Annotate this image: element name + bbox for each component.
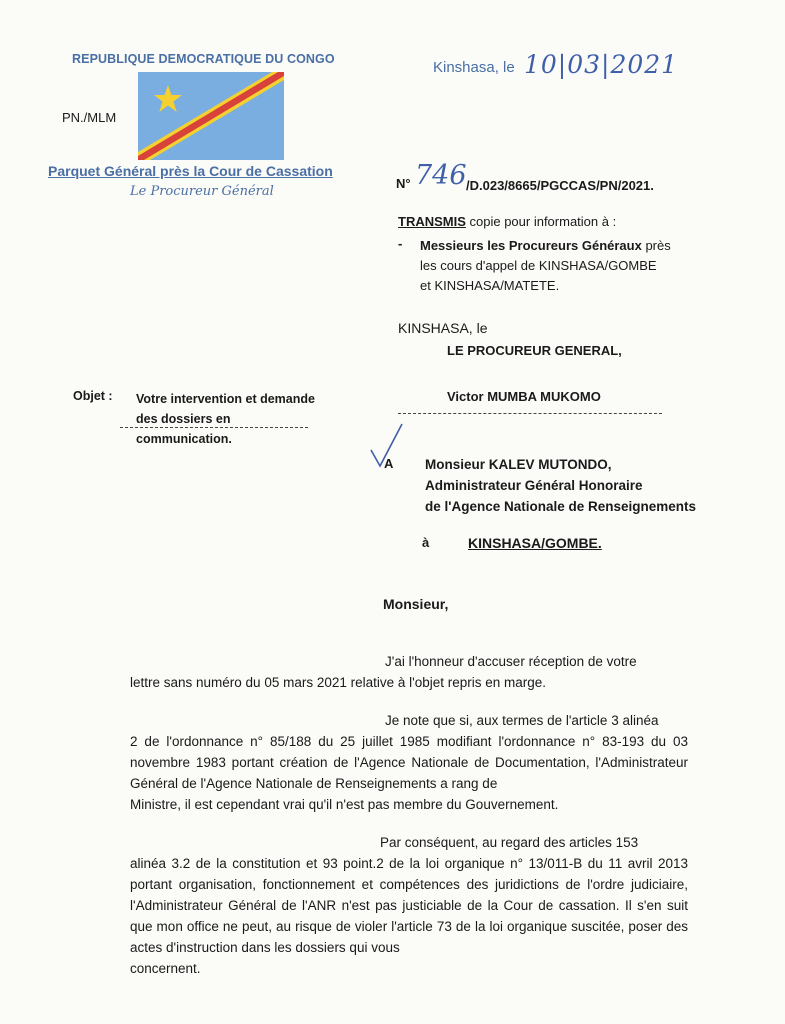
objet-line-1: Votre intervention et demande — [136, 392, 315, 406]
institution-name: Parquet Général près la Cour de Cassation — [48, 163, 333, 179]
paragraph-1-rest: lettre sans numéro du 05 mars 2021 relative à l'objet repris en marge. — [130, 675, 547, 690]
paragraph-3-first: Par conséquent, au regard des articles 153 — [380, 835, 639, 850]
paragraph-2-first: Je note que si, aux termes de l'article 3 alinéa — [385, 713, 659, 728]
handwritten-date: 10|03|2021 — [524, 50, 679, 79]
signatory-divider — [398, 413, 662, 414]
addressee-line-3: de l'Agence Nationale de Renseignements — [425, 499, 697, 514]
addressee-city-prefix: à — [422, 535, 430, 550]
paragraph-3-last: concernent. — [130, 961, 201, 976]
paragraph-3-rest: alinéa 3.2 de la constitution et 93 point.2 de la loi organique n° 13/011-B du 11 avril 2013 portant organisation, fonctionnement et compétences des juridictions de l'ordre judiciaire, l'Administrateur Général de l'ANR n'est pas justiciable de la Cour de cassation. Il s'en suit que mon office ne peut, au risque de violer l'article 73 de la loi organique suscitée, poser des actes d'instruction dans les dossiers qui vous — [130, 856, 688, 955]
transmission-text: copie pour information à : — [465, 214, 617, 229]
country-name: REPUBLIQUE DEMOCRATIQUE DU CONGO — [72, 52, 335, 66]
date-label: Kinshasa, le — [433, 59, 515, 76]
signature-place: KINSHASA, le — [398, 320, 488, 336]
objet-text — [136, 389, 326, 449]
recipient-rest: près — [641, 238, 671, 253]
drc-flag-logo — [138, 72, 284, 160]
signature-title-script: Le Procureur Général — [130, 184, 274, 199]
salutation: Monsieur, — [383, 596, 449, 612]
paragraph-1 — [130, 651, 688, 693]
addressee-prefix: A — [384, 456, 394, 471]
reference-code: /D.023/8665/PGCCAS/PN/2021. — [466, 178, 654, 193]
signatory-name: Victor MUMBA MUKOMO — [447, 389, 601, 404]
recipient-bold: Messieurs les Procureurs Généraux — [420, 238, 642, 253]
objet-line-2: des dossiers en communication. — [136, 412, 232, 446]
addressee-line-2: Administrateur Général Honoraire — [425, 478, 643, 493]
transmission-title: TRANSMIS — [398, 214, 466, 229]
addressee-city: KINSHASA/GOMBE. — [468, 535, 602, 551]
paragraph-3 — [130, 832, 688, 979]
addressee-block — [425, 454, 696, 517]
paragraph-1-first: J'ai l'honneur d'accuser réception de votre — [385, 654, 637, 669]
addressee-line-1: Monsieur KALEV MUTONDO, — [425, 457, 612, 472]
objet-label: Objet : — [73, 389, 113, 403]
recipient-line-2: les cours d'appel de KINSHASA/GOMBE — [420, 258, 657, 273]
signature-title: LE PROCUREUR GENERAL, — [447, 343, 622, 358]
reference-initials: PN./MLM — [62, 110, 117, 125]
paragraph-2 — [130, 710, 688, 815]
objet-divider — [120, 427, 308, 428]
reference-prefix: N° — [396, 176, 411, 191]
handwritten-reference-number: 746 — [415, 160, 467, 191]
list-bullet: - — [398, 236, 403, 251]
transmission-recipient — [420, 236, 720, 296]
transmission-line — [398, 214, 616, 229]
paragraph-2-last: Ministre, il est cependant vrai qu'il n'est pas membre du Gouvernement. — [130, 797, 559, 812]
recipient-line-3: et KINSHASA/MATETE. — [420, 278, 560, 293]
paragraph-2-rest: 2 de l'ordonnance n° 85/188 du 25 juillet 1985 modifiant l'ordonnance n° 83-193 du 03 novembre 1983 portant création de l'Agence Nationale de Documentation, l'Administrateur Général de l'Agence Nationale de Renseignements a rang de — [130, 734, 688, 791]
